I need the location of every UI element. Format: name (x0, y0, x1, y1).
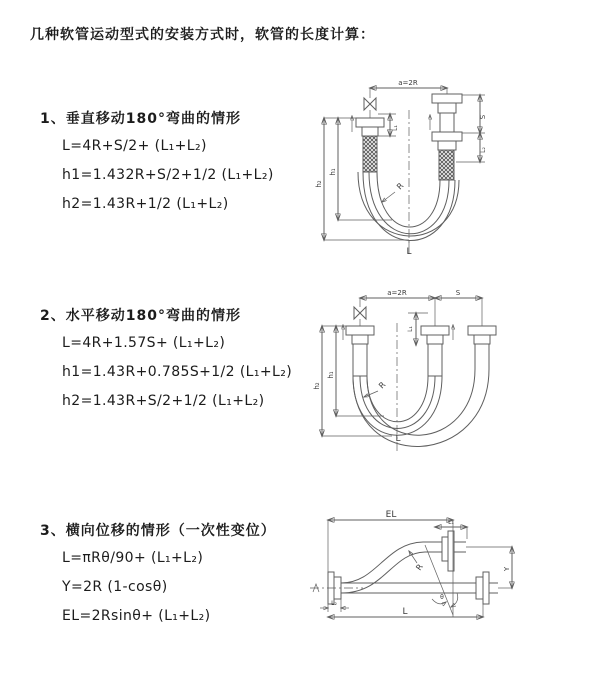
diagram-vertical-180-bend (312, 72, 527, 257)
braided-hose-section (428, 344, 442, 376)
left-pipe-fitting (343, 325, 374, 376)
section-2-formula-h1: h1=1.43R+0.785S+1/2 (L₁+L₂) (62, 364, 293, 380)
section-3-formula-EL: EL=2Rsinθ+ (L₁+L₂) (62, 608, 211, 624)
valve-icon (354, 307, 366, 326)
dim-l2-label: L₂ (480, 147, 487, 153)
right-pipe-fitting (476, 572, 498, 604)
radius-label: R (414, 562, 425, 573)
dim-l1-label: L₁ (392, 125, 399, 131)
dim-h1-label: h₁ (329, 168, 337, 176)
left-pipe-fitting (352, 116, 384, 172)
angle-theta-label: θ (440, 594, 444, 601)
braided-hose-section (363, 136, 377, 172)
valve-icon (364, 98, 376, 118)
radius-label: R (395, 181, 406, 192)
dim-h2-label: h₂ (315, 180, 323, 188)
dim-a2r-label: a=2R (387, 289, 407, 297)
radius-leader (409, 551, 425, 572)
dimension-s (462, 95, 487, 133)
diagram-lateral-displacement (305, 505, 565, 650)
dim-l1-label: L₁ (407, 326, 414, 332)
section-2-formula-L: L=4R+1.57S+ (L₁+L₂) (62, 335, 226, 351)
dimension-l1 (378, 114, 399, 136)
section-1-formula-h1: h1=1.432R+S/2+1/2 (L₁+L₂) (62, 167, 274, 183)
dim-a2r-label: a=2R (398, 79, 418, 87)
centerline (310, 584, 363, 592)
braided-hose-section (439, 150, 454, 180)
dimension-l1 (407, 313, 428, 345)
dimension-l (328, 604, 483, 617)
dim-h1-label: h₁ (327, 371, 335, 379)
dim-el-label: EL (385, 510, 397, 520)
section-2-formula-h2: h2=1.43R+S/2+1/2 (L₁+L₂) (62, 393, 265, 409)
hose-u-bend (358, 172, 459, 241)
section-3-heading: 3、横向位移的情形（一次性变位） (40, 523, 276, 539)
radius-label: R (377, 380, 388, 391)
section-3-formula-L: L=πRθ/90+ (L₁+L₂) (62, 550, 204, 566)
dim-s-label: S (479, 114, 487, 120)
dimension-a2r (360, 289, 435, 326)
dim-y-label: Y (503, 566, 511, 572)
dimension-h-inner (327, 326, 384, 416)
length-label: L (395, 434, 401, 444)
dim-l1-label: L₁ (448, 519, 454, 526)
upper-pipe-fitting (442, 531, 466, 571)
dimension-s (435, 289, 482, 326)
diagram-horizontal-180-bend (312, 283, 547, 458)
radius-leader (382, 181, 406, 202)
section-1-formula-h2: h2=1.43R+1/2 (L₁+L₂) (62, 196, 229, 212)
section-2-heading: 2、水平移动180°弯曲的情形 (40, 308, 241, 324)
page-title: 几种软管运动型式的安装方式时，软管的长度计算： (30, 27, 375, 43)
dimension-l1 (435, 519, 467, 539)
section-1-formula-L: L=4R+S/2+ (L₁+L₂) (62, 138, 207, 154)
braided-hose-section (353, 344, 367, 376)
hose-u-bend (353, 369, 489, 446)
right-pipe-fitting (468, 326, 496, 369)
section-3-formula-Y: Y=2R (1-cosθ) (62, 579, 168, 595)
dimension-a2r (370, 79, 447, 98)
length-label-group (406, 240, 411, 257)
length-label: L (402, 607, 408, 617)
middle-pipe-fitting (421, 325, 453, 376)
dim-s-label: S (455, 289, 461, 297)
dim-l2-label: L₂ (331, 600, 337, 607)
section-1-heading: 1、垂直移动180°弯曲的情形 (40, 111, 241, 127)
dimension-l2 (456, 133, 487, 162)
dimension-l2 (320, 599, 349, 612)
dim-h2-label: h₂ (313, 382, 321, 390)
right-pipe-fitting (430, 94, 462, 180)
length-label: L (406, 247, 412, 257)
